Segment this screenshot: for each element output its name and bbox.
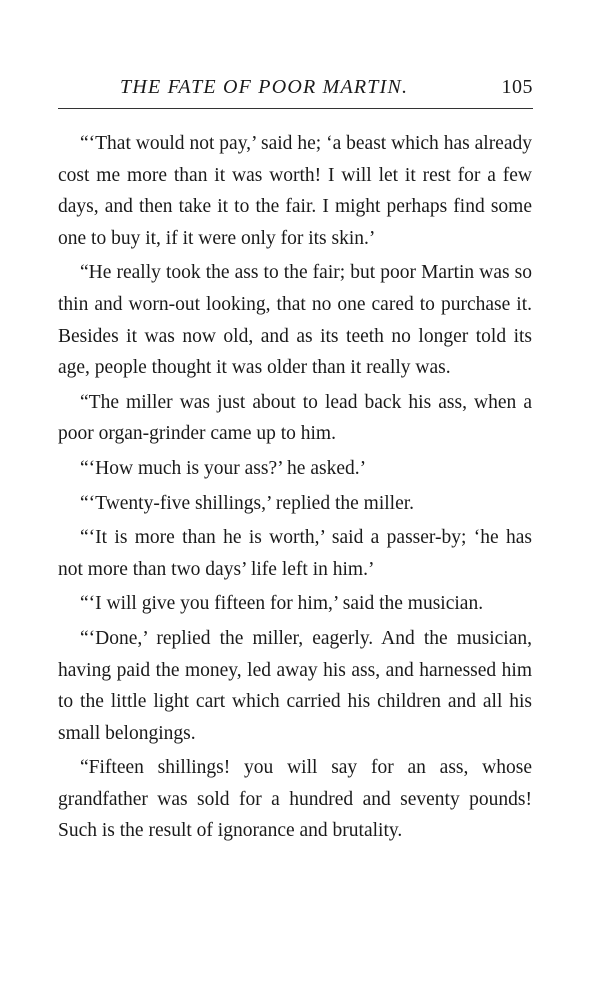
paragraph-2: “He really took the ass to the fair; but poor Martin was so thin and worn-out looking, that no one cared to purchase it. Besides it was now old, and as its teeth no longer told its age, people thought it was older than it really was. — [58, 262, 532, 379]
header-rule — [58, 108, 533, 109]
paragraph-4: “‘How much is your ass?’ he asked.’ — [80, 457, 367, 479]
page-number: 105 — [501, 76, 533, 98]
body-text — [58, 128, 532, 847]
paragraph-1: “‘That would not pay,’ said he; ‘a beast which has already cost me more than it was worth! I will let it rest for a few days, and then take it to the fair. I might perhaps find some one to buy it, if it were only for its skin.’ — [58, 133, 532, 249]
running-title: THE FATE OF POOR MARTIN. — [120, 76, 409, 98]
paragraph-3: “The miller was just about to lead back his ass, when a poor organ-grinder came up to him. — [58, 391, 532, 445]
paragraph-6: “‘It is more than he is worth,’ said a passer-by; ‘he has not more than two days’ life left in him.’ — [58, 527, 532, 580]
paragraph-9: “Fifteen shillings! you will say for an ass, whose grandfather was sold for a hundred and seventy pounds! Such is the result of ignorance and brutality. — [58, 757, 532, 842]
paragraph-7: “‘I will give you fifteen for him,’ said the musician. — [80, 593, 484, 615]
running-head — [58, 76, 533, 102]
paragraph-5: “‘Twenty-five shillings,’ replied the miller. — [80, 492, 415, 514]
paragraph-8: “‘Done,’ replied the miller, eagerly. And the musician, having paid the money, led away his ass, and harnessed him to the little light cart which carried his children and all his small belongings. — [58, 627, 532, 744]
